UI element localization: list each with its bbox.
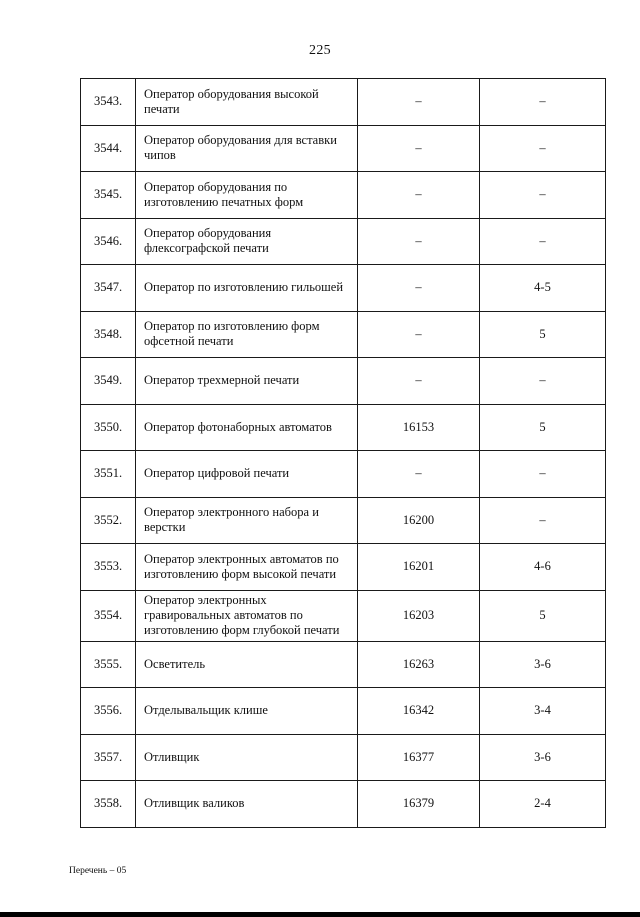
grade-range: – bbox=[480, 218, 606, 265]
profession-code: 16379 bbox=[358, 781, 480, 828]
profession-code: 16153 bbox=[358, 404, 480, 451]
grade-range: – bbox=[480, 358, 606, 405]
grade-range: – bbox=[480, 497, 606, 544]
profession-name: Оператор по изготовлению форм офсетной печати bbox=[136, 311, 358, 358]
table-row bbox=[81, 734, 606, 781]
row-number: 3545. bbox=[81, 172, 136, 219]
profession-code: 16263 bbox=[358, 641, 480, 688]
grade-range: 5 bbox=[480, 311, 606, 358]
row-number: 3556. bbox=[81, 688, 136, 735]
profession-name: Оператор электронных гравировальных автоматов по изготовлению форм глубокой печати bbox=[136, 590, 358, 641]
profession-code: – bbox=[358, 172, 480, 219]
row-number: 3554. bbox=[81, 590, 136, 641]
table-row bbox=[81, 451, 606, 498]
profession-name: Оператор оборудования по изготовлению печатных форм bbox=[136, 172, 358, 219]
table-row bbox=[81, 544, 606, 591]
profession-name: Оператор цифровой печати bbox=[136, 451, 358, 498]
table-row bbox=[81, 404, 606, 451]
row-number: 3551. bbox=[81, 451, 136, 498]
scan-bottom-edge bbox=[0, 912, 640, 917]
profession-name: Оператор по изготовлению гильошей bbox=[136, 265, 358, 312]
row-number: 3548. bbox=[81, 311, 136, 358]
table-row bbox=[81, 172, 606, 219]
profession-name: Отливщик валиков bbox=[136, 781, 358, 828]
table-row bbox=[81, 688, 606, 735]
table-row bbox=[81, 218, 606, 265]
row-number: 3546. bbox=[81, 218, 136, 265]
table-row bbox=[81, 590, 606, 641]
profession-code: – bbox=[358, 265, 480, 312]
profession-code: 16201 bbox=[358, 544, 480, 591]
profession-name: Отливщик bbox=[136, 734, 358, 781]
grade-range: 3-6 bbox=[480, 641, 606, 688]
grade-range: 5 bbox=[480, 590, 606, 641]
profession-name: Оператор электронного набора и верстки bbox=[136, 497, 358, 544]
row-number: 3553. bbox=[81, 544, 136, 591]
profession-name: Отделывальщик клише bbox=[136, 688, 358, 735]
profession-name: Оператор оборудования высокой печати bbox=[136, 79, 358, 126]
professions-table bbox=[80, 78, 606, 828]
row-number: 3544. bbox=[81, 125, 136, 172]
row-number: 3555. bbox=[81, 641, 136, 688]
grade-range: 4-6 bbox=[480, 544, 606, 591]
profession-code: – bbox=[358, 218, 480, 265]
profession-code: – bbox=[358, 311, 480, 358]
grade-range: 3-6 bbox=[480, 734, 606, 781]
page-number: 225 bbox=[309, 43, 331, 58]
table-row bbox=[81, 641, 606, 688]
grade-range: 3-4 bbox=[480, 688, 606, 735]
profession-name: Оператор оборудования флексографской печати bbox=[136, 218, 358, 265]
grade-range: 4-5 bbox=[480, 265, 606, 312]
profession-code: – bbox=[358, 451, 480, 498]
profession-name: Оператор трехмерной печати bbox=[136, 358, 358, 405]
profession-name: Оператор фотонаборных автоматов bbox=[136, 404, 358, 451]
profession-code: 16200 bbox=[358, 497, 480, 544]
table-row bbox=[81, 125, 606, 172]
row-number: 3549. bbox=[81, 358, 136, 405]
row-number: 3558. bbox=[81, 781, 136, 828]
grade-range: 2-4 bbox=[480, 781, 606, 828]
table-row bbox=[81, 79, 606, 126]
table-row bbox=[81, 265, 606, 312]
profession-name: Осветитель bbox=[136, 641, 358, 688]
row-number: 3557. bbox=[81, 734, 136, 781]
table-row bbox=[81, 781, 606, 828]
table-row bbox=[81, 497, 606, 544]
profession-name: Оператор оборудования для вставки чипов bbox=[136, 125, 358, 172]
profession-code: – bbox=[358, 358, 480, 405]
grade-range: – bbox=[480, 172, 606, 219]
row-number: 3552. bbox=[81, 497, 136, 544]
footer-note: Перечень – 05 bbox=[69, 866, 127, 876]
profession-code: 16203 bbox=[358, 590, 480, 641]
profession-code: – bbox=[358, 125, 480, 172]
profession-code: 16377 bbox=[358, 734, 480, 781]
grade-range: – bbox=[480, 125, 606, 172]
table-row bbox=[81, 358, 606, 405]
profession-code: – bbox=[358, 79, 480, 126]
grade-range: – bbox=[480, 451, 606, 498]
row-number: 3550. bbox=[81, 404, 136, 451]
profession-name: Оператор электронных автоматов по изготовлению форм высокой печати bbox=[136, 544, 358, 591]
table-row bbox=[81, 311, 606, 358]
profession-code: 16342 bbox=[358, 688, 480, 735]
grade-range: 5 bbox=[480, 404, 606, 451]
row-number: 3543. bbox=[81, 79, 136, 126]
row-number: 3547. bbox=[81, 265, 136, 312]
grade-range: – bbox=[480, 79, 606, 126]
